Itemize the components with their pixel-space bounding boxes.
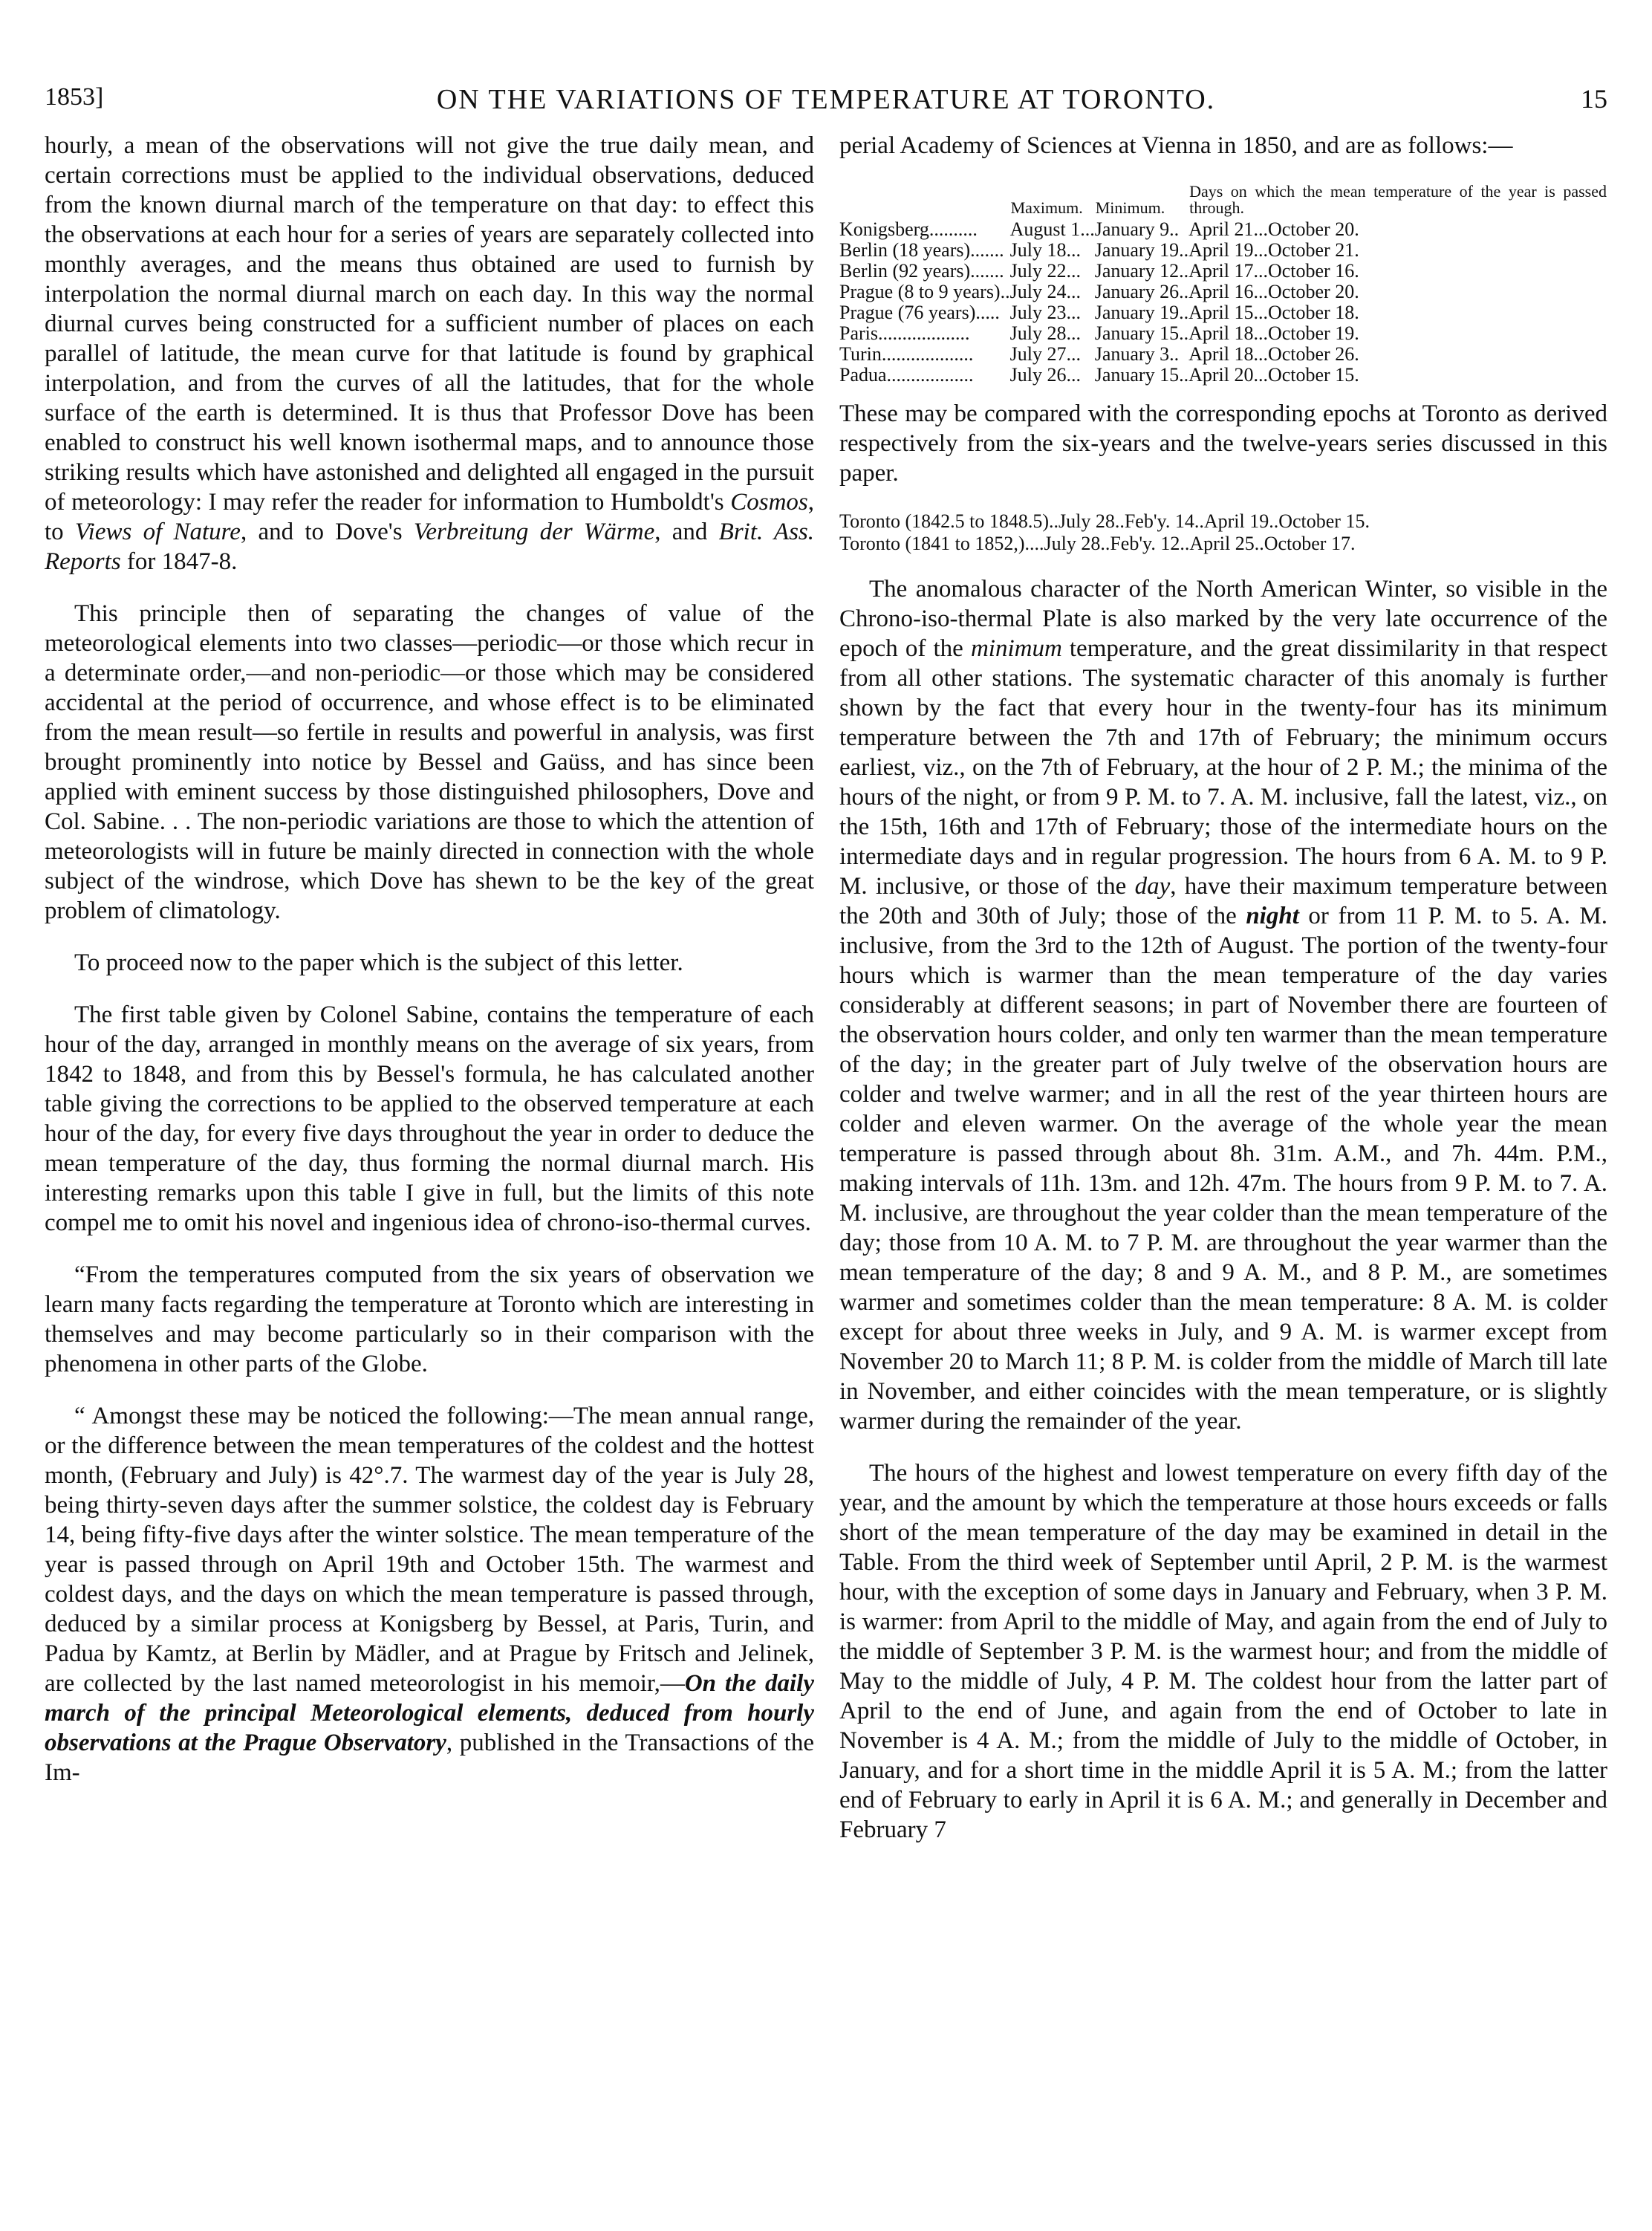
table-cell: April 18...October 26. [1188,343,1359,365]
text-run: , published in the Transactions of the Im- [45,1730,814,1786]
table-cell: July 18... [1009,239,1081,261]
table-cell-place: Berlin (18 years)....... [839,239,1004,261]
table-cell: January 3.. [1094,343,1180,365]
table-row [839,282,1607,302]
toronto-row: Toronto (1842.5 to 1848.5)..July 28..Feb'y. 14..April 19..October 15. [839,510,1370,532]
table-header-cell: Days on which the mean temperature of the year is passed through. [1189,182,1607,217]
table-cell: January 15.. [1094,364,1189,386]
table-cell-place: Padua.................. [839,364,974,386]
toronto-row: Toronto (1841 to 1852,)....July 28..Feb'y. 12..April 25..October 17. [839,533,1356,554]
table-cell: April 20...October 15. [1188,364,1359,386]
left-paragraph-1 [45,131,814,577]
table-cell: July 23... [1009,302,1081,323]
table-cell: July 26... [1009,364,1081,386]
text-run: , to [45,489,814,545]
table-cell: January 26.. [1094,281,1189,302]
table-cell: August 1... [1009,218,1095,240]
running-head [45,83,1607,128]
text-run: The anomalous character of the North American Winter, so visible in the Chrono-iso-thermal Plate is also marked by the very late occurrence of the epoch of the [839,576,1607,662]
table-cell: July 27... [1009,343,1081,365]
table-cell: April 21...October 20. [1188,218,1359,240]
table-header-cell: Maximum. [1010,198,1083,217]
emphasis-run: Views of Nature [74,519,241,545]
epochs-table-header [839,183,1607,219]
table-row [839,365,1607,386]
table-cell-place: Turin................... [839,343,974,365]
text-run: for 1847-8. [120,548,238,575]
page-number: 15 [1581,84,1607,114]
left-paragraph-2: This principle then of separating the changes of value of the meteorological elements into two classes—periodic—or those which recur in a determinate order,—and non-periodic—or those which may be considered accidental at the period of occurrence, and whose effect is to be eliminated from the mean result—so fertile in results and powerful in analysis, was first brought prominently into notice by Bessel and Gaüss, and has since been applied with eminent success by those distinguished philosophers, Dove and Col. Sabine. . . The non-periodic variations are those to which the attention of meteorologists will in future be mainly directed in connection with the whole subject of the windrose, which Dove has shewn to be the key of the great problem of climatology. [45,600,814,924]
left-column [45,131,814,1810]
table-cell: July 22... [1009,260,1081,282]
text-run: , and [654,519,719,545]
table-cell: April 16...October 20. [1188,281,1359,302]
right-paragraph-3 [839,574,1607,1436]
epochs-table-body [839,219,1607,386]
table-row [839,323,1607,344]
text-run: , have their maximum temperature between the 20th and 30th of July; those of the [839,873,1608,929]
table-row [839,302,1607,323]
toronto-epochs [839,510,1607,555]
table-cell-place: Berlin (92 years)....... [839,260,1004,282]
table-row [839,344,1607,365]
header-title: ON THE VARIATIONS OF TEMPERATURE AT TORONTO. [436,84,1216,115]
table-header-cell: Minimum. [1095,198,1165,217]
emphasis-run: Brit. Ass. Reports [45,519,814,575]
right-paragraph-2: These may be compared with the corresponding epochs at Toronto as derived respectively from the six-years and the twelve-years series discussed in this paper. [839,400,1607,487]
table-cell: April 17...October 16. [1188,260,1359,282]
text-run: temperature, and the great dissimilarity in that respect from all other stations. The systematic character of this anomaly is further shown by the fact that every hour in the twenty-four has its minimum temperature between the 7th and 17th of February; the minimum occurs earliest, viz., on the 7th of February, at the hour of 2 P. M.; the minima of the hours of the night, or from 9 P. M. to 7. A. M. inclusive, fall the latest, viz., on the 15th, 16th and 17th of February; those of the intermediate hours on the intermediate days and in regular progression. The hours from 6 A. M. to 9 P. M. inclusive, or those of the [839,635,1607,900]
table-row [839,261,1607,282]
header-year: 1853] [45,83,104,111]
table-cell: January 15.. [1094,322,1189,344]
table-cell-place: Prague (8 to 9 years).. [839,281,1010,302]
text-run: “ Amongst these may be noticed the following:—The mean annual range, or the difference between the mean temperatures of the coldest and the hottest month, (February and July) is 42°.7. The warmest day of the year is July 28, being thirty-seven days after the summer solstice, the coldest day is February 14, being fifty-five days after the winter solstice. The mean temperature of the year is passed through on April 19th and October 15th. The warmest and coldest days, and the days on which the mean temperature is passed through, deduced by a similar process at Konigsberg by Bessel, at Paris, Turin, and Padua by Kamtz, at Berlin by Mädler, and at Prague by Fritsch and Jelinek, are collected by the last named meteorologist in his memoir,— [45,1403,814,1697]
table-cell-place: Paris................... [839,322,970,344]
emphasis-run: Cosmos [730,489,808,516]
table-cell: January 9.. [1094,218,1180,240]
table-cell-place: Prague (76 years)..... [839,302,1000,323]
epochs-table [839,183,1607,386]
table-cell: January 19.. [1094,302,1189,323]
emphasis-run: On the daily march of the principal Meteorological elements, deduced from hourly observations at the Prague Observatory [45,1670,814,1756]
emphasis-run: minimum [970,635,1062,662]
table-cell: April 15...October 18. [1188,302,1359,323]
text-run: hourly, a mean of the observations will not give the true daily mean, and certain corrections must be applied to the individual observations, deduced from the known diurnal march of the temperature on that day: to effect this the observations at each hour for a series of years are separately collected into monthly averages, and the means thus obtained are used to furnish by interpolation the normal diurnal march on each day. In this way the normal diurnal curves being constructed for a sufficient number of places on each parallel of latitude, the mean curve for that latitude is found by graphical interpolation, and from the curves of all the latitudes, that for the whole surface of the earth is determined. It is thus that Professor Dove has been enabled to construct his well known isothermal maps, and to announce those striking results which have astonished and delighted all engaged in the pursuit of meteorology: I may refer the reader for information to Humboldt's [45,132,814,516]
table-row [839,219,1607,240]
table-header-cell [839,183,1010,219]
table-cell: July 24... [1009,281,1081,302]
table-cell: April 18...October 19. [1188,322,1359,344]
right-paragraph-4: The hours of the highest and lowest temperature on every fifth day of the year, and the amount by which the temperature at those hours exceeds or falls short of the mean temperature of the day may be examined in detail in the Table. From the third week of September until April, 2 P. M. is the warmest hour, with the exception of some days in January and February, when 3 P. M. is warmer: from April to the middle of May, and again from the end of July to the middle of September 3 P. M. is the warmest hour; and from the middle of May to the middle of July, 4 P. M. The coldest hour from the latter part of April to the end of June, and again from the end of October to late in November is 4 A. M.; from the middle of July to the middle of October, in January, and for a short time in the middle April it is 5 A. M.; from the latter end of February to early in April it is 6 A. M.; and generally in December and February 7 [839,1460,1607,1843]
left-paragraph-3: To proceed now to the paper which is the subject of this letter. [74,949,683,976]
text-run: or from 11 P. M. to 5. A. M. inclusive, from the 3rd to the 12th of August. The portion of the twenty-four hours which is warmer than the mean temperature of the day varies considerably at different seasons; in part of November there are fourteen of the observation hours colder, and only ten warmer than the mean temperature of the day; in the greater part of July twelve of the observation hours are colder and twelve warmer; and in all the rest of the year thirteen hours are colder and eleven warmer. On the average of the whole year the mean temperature is passed through about 8h. 31m. A.M., and 7h. 44m. P.M., making intervals of 11h. 13m. and 12h. 47m. The hours from 9 P. M. to 7. A. M. inclusive, are throughout the year colder than the mean temperature of the day; those from 10 A. M. to 7 P. M. are throughout the year warmer than the mean temperature of the day; 8 and 9 A. M., and 8 P. M., are sometimes warmer and sometimes colder than the mean temperature: 8 A. M. is colder except for about three weeks in July, and 9 A. M. is warmer except from November 20 to March 11; 8 P. M. is colder from the middle of March till late in November, and either coincides with the mean temperature, or is slightly warmer during the remainder of the year. [839,903,1607,1435]
emphasis-run: night [1246,903,1299,929]
table-cell-place: Konigsberg.......... [839,218,978,240]
left-paragraph-6 [45,1401,814,1787]
table-cell: July 28... [1009,322,1081,344]
left-paragraph-5: “From the temperatures computed from the six years of observation we learn many facts regarding the temperature at Toronto which are interesting in themselves and may become particularly so in their comparison with the phenomena in other parts of the Globe. [45,1261,814,1377]
table-cell: April 19...October 21. [1188,239,1359,261]
emphasis-run: Verbreitung der Wärme [413,519,655,545]
table-cell: January 12.. [1094,260,1189,282]
text-run: , and to Dove's [240,519,414,545]
right-column [839,131,1607,1867]
left-paragraph-4: The first table given by Colonel Sabine, contains the temperature of each hour of the day, arranged in monthly means on the average of six years, from 1842 to 1848, and from this by Bessel's formula, he has calculated another table giving the corrections to be applied to the observed temperature at each hour of the day, for every five days throughout the year in order to deduce the mean temperature of the day, thus forming the normal diurnal march. His interesting remarks upon this table I give in full, but the limits of this note compel me to omit his novel and ingenious idea of chrono-iso-thermal curves. [45,1001,814,1236]
right-paragraph-1: perial Academy of Sciences at Vienna in 1850, and are as follows:— [839,132,1513,159]
table-cell: January 19.. [1094,239,1189,261]
emphasis-run: day [1134,873,1171,900]
table-row [839,240,1607,261]
